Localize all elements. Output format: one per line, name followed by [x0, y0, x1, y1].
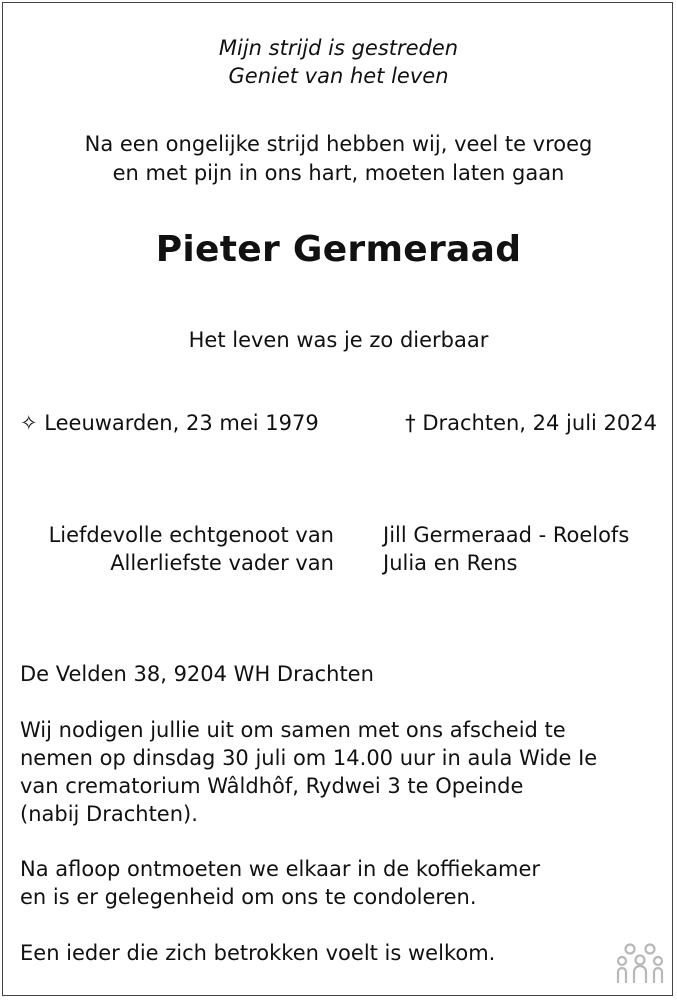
death-info: † Drachten, 24 juli 2024: [405, 411, 657, 435]
relation-names: Jill Germeraad - Roelofs: [383, 523, 630, 547]
invitation-line-3: van crematorium Wâldhôf, Rydwei 3 te Opeinde: [20, 774, 524, 798]
relation-role: Liefdevolle echtgenoot van: [48, 523, 334, 547]
motto-line-2: Geniet van het leven: [228, 64, 449, 88]
address: De Velden 38, 9204 WH Drachten: [20, 662, 374, 686]
deceased-name: Pieter Germeraad: [155, 229, 522, 270]
tagline: Het leven was je zo dierbaar: [188, 328, 489, 352]
birth-info: ✧ Leeuwarden, 23 mei 1979: [20, 411, 319, 435]
relation-names: Julia en Rens: [383, 551, 518, 575]
invitation-line-1: Wij nodigen jullie uit om samen met ons afscheid te: [20, 718, 566, 742]
intro-line-1: Na een ongelijke strijd hebben wij, veel te vroeg: [84, 132, 593, 156]
relation-role: Allerliefste vader van: [110, 551, 334, 575]
motto-line-1: Mijn strijd is gestreden: [218, 36, 459, 60]
welcome-text: Een ieder die zich betrokken voelt is welkom.: [20, 941, 496, 965]
invitation-line-4: (nabij Drachten).: [20, 802, 198, 826]
after-line-2: en is er gelegenheid om ons te condoleren.: [20, 885, 477, 909]
after-line-1: Na afloop ontmoeten we elkaar in de koffiekamer: [20, 857, 541, 881]
intro-line-2: en met pijn in ons hart, moeten laten gaan: [112, 161, 565, 185]
people-group-icon: [616, 942, 664, 986]
invitation-line-2: nemen op dinsdag 30 juli om 14.00 uur in aula Wide Ie: [20, 746, 598, 770]
